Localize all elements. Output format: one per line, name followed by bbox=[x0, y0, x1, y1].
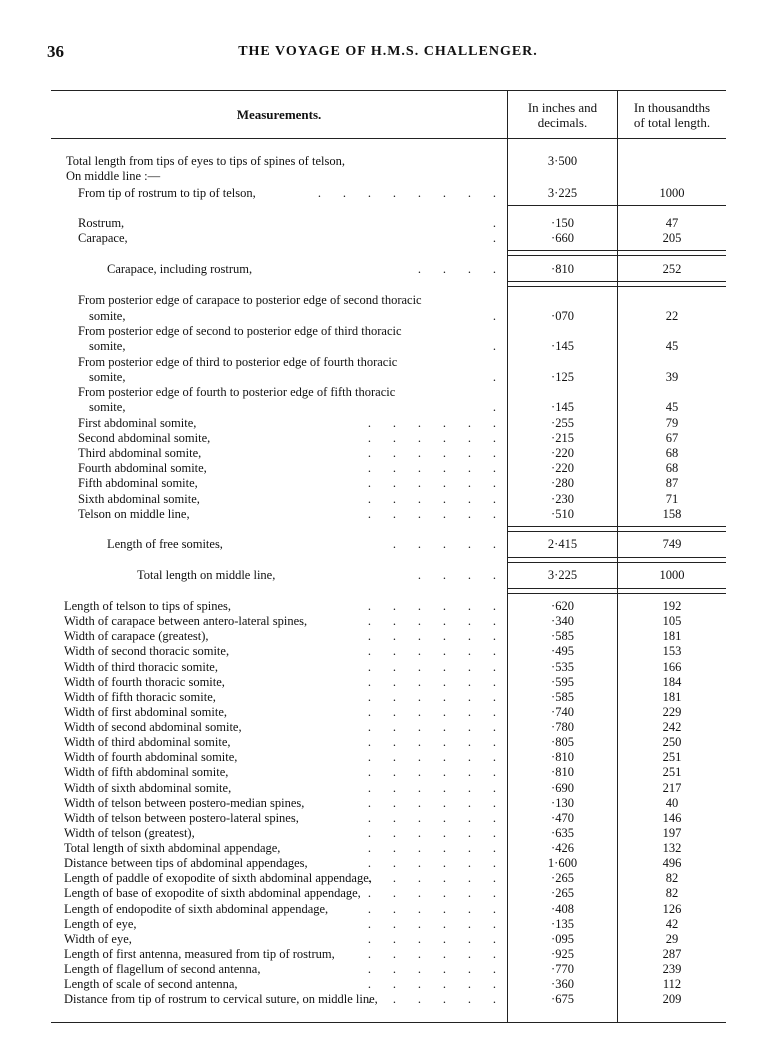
table-row bbox=[51, 932, 726, 947]
sum-rule bbox=[508, 588, 726, 589]
thousandths-column-header: In thousandths of total length. bbox=[633, 99, 711, 130]
measurement-label: From posterior edge of second to posterior edge of third thoracic bbox=[78, 324, 402, 338]
inches-value: ·070 bbox=[551, 309, 574, 323]
measurement-label: Second abdominal somite, bbox=[78, 431, 211, 445]
measurement-label: From tip of rostrum to tip of telson, bbox=[78, 186, 256, 200]
sum-rule bbox=[508, 255, 726, 256]
table-row bbox=[51, 962, 726, 977]
thousandths-value: 250 bbox=[662, 735, 682, 749]
measurement-label: Total length of sixth abdominal appendage, bbox=[64, 841, 281, 855]
measurement-label: Width of second abdominal somite, bbox=[64, 720, 242, 734]
thousandths-value: 1000 bbox=[659, 568, 685, 582]
thousandths-value: 217 bbox=[662, 781, 682, 795]
table-row bbox=[51, 886, 726, 901]
leader-dots: . . . . . . bbox=[367, 765, 496, 779]
table-row bbox=[51, 675, 726, 690]
measurement-label: Length of flagellum of second antenna, bbox=[64, 962, 261, 976]
table-row bbox=[51, 660, 726, 675]
leader-dots: . bbox=[492, 309, 496, 323]
measurement-label: Width of third abdominal somite, bbox=[64, 735, 231, 749]
leader-dots: . . . . . . bbox=[367, 690, 496, 704]
measurement-label: Width of fifth thoracic somite, bbox=[64, 690, 216, 704]
leader-dots: . . . . . . . . bbox=[317, 186, 496, 200]
leader-dots: . . . . . . bbox=[367, 811, 496, 825]
table-row bbox=[51, 568, 726, 583]
leader-dots: . . . . . . bbox=[367, 705, 496, 719]
leader-dots: . . . . . . bbox=[367, 446, 496, 460]
table-row bbox=[51, 796, 726, 811]
table-row bbox=[51, 186, 726, 201]
inches-value: ·675 bbox=[551, 992, 574, 1006]
sum-rule bbox=[508, 250, 726, 251]
measurements-table bbox=[51, 90, 726, 1023]
measurement-label: Width of fourth abdominal somite, bbox=[64, 750, 238, 764]
inches-value: ·810 bbox=[551, 750, 574, 764]
thousandths-value: 68 bbox=[665, 461, 679, 475]
inches-value: ·340 bbox=[551, 614, 574, 628]
inches-value: ·150 bbox=[551, 216, 574, 230]
measurement-label: Length of first antenna, measured from tip of rostrum, bbox=[64, 947, 335, 961]
measurement-label: From posterior edge of third to posterior edge of fourth thoracic bbox=[78, 355, 398, 369]
thousandths-value: 158 bbox=[662, 507, 682, 521]
inches-value: 1·600 bbox=[547, 856, 578, 870]
inches-value: ·265 bbox=[551, 871, 574, 885]
table-row bbox=[51, 811, 726, 826]
table-row bbox=[51, 765, 726, 780]
inches-value: ·265 bbox=[551, 886, 574, 900]
thousandths-value: 22 bbox=[665, 309, 679, 323]
leader-dots: . . . . . . bbox=[367, 416, 496, 430]
leader-dots: . . . . bbox=[417, 568, 496, 582]
table-row bbox=[51, 614, 726, 629]
table-row bbox=[51, 781, 726, 796]
measurement-label: Length of scale of second antenna, bbox=[64, 977, 238, 991]
table-row bbox=[51, 400, 726, 415]
leader-dots: . bbox=[492, 231, 496, 245]
leader-dots: . . . . . . bbox=[367, 720, 496, 734]
leader-dots: . . . . . . bbox=[367, 476, 496, 490]
inches-value: ·770 bbox=[551, 962, 574, 976]
leader-dots: . . . . . . bbox=[367, 947, 496, 961]
thousandths-value: 251 bbox=[662, 750, 682, 764]
leader-dots: . . . . . . bbox=[367, 962, 496, 976]
table-row bbox=[51, 826, 726, 841]
table-row bbox=[51, 902, 726, 917]
thousandths-value: 181 bbox=[662, 629, 682, 643]
leader-dots: . bbox=[492, 370, 496, 384]
table-row bbox=[51, 446, 726, 461]
measurement-label: Width of second thoracic somite, bbox=[64, 644, 230, 658]
inches-value: ·585 bbox=[551, 629, 574, 643]
thousandths-value: 146 bbox=[662, 811, 682, 825]
leader-dots: . . . . . . bbox=[367, 856, 496, 870]
measurement-label: Width of carapace (greatest), bbox=[64, 629, 209, 643]
inches-value: ·635 bbox=[551, 826, 574, 840]
table-row bbox=[51, 231, 726, 246]
inches-value: ·130 bbox=[551, 796, 574, 810]
measurement-label: Telson on middle line, bbox=[78, 507, 190, 521]
sum-rule bbox=[508, 281, 726, 282]
inches-value: ·408 bbox=[551, 902, 574, 916]
table-row bbox=[51, 431, 726, 446]
thousandths-value: 205 bbox=[662, 231, 682, 245]
leader-dots: . . . . . . bbox=[367, 461, 496, 475]
leader-dots: . . . . . . bbox=[367, 871, 496, 885]
table-row bbox=[51, 324, 726, 339]
sum-rule bbox=[508, 526, 726, 527]
thousandths-value: 126 bbox=[662, 902, 682, 916]
sum-rule bbox=[508, 562, 726, 563]
leader-dots: . . . . . . bbox=[367, 932, 496, 946]
thousandths-value: 68 bbox=[665, 446, 679, 460]
inches-value: 3·500 bbox=[547, 154, 578, 168]
leader-dots: . . . . . . bbox=[367, 507, 496, 521]
leader-dots: . . . . . . bbox=[367, 917, 496, 931]
measurement-label: Carapace, bbox=[78, 231, 128, 245]
inches-value: ·810 bbox=[551, 765, 574, 779]
thousandths-value: 181 bbox=[662, 690, 682, 704]
thousandths-value: 184 bbox=[662, 675, 682, 689]
leader-dots: . . . . . . bbox=[367, 841, 496, 855]
inches-value: ·495 bbox=[551, 644, 574, 658]
measurement-label: Rostrum, bbox=[78, 216, 125, 230]
leader-dots: . . . . . . bbox=[367, 826, 496, 840]
measurement-label: Length of eye, bbox=[64, 917, 137, 931]
thousandths-value: 39 bbox=[665, 370, 679, 384]
measurement-label: Fifth abdominal somite, bbox=[78, 476, 198, 490]
leader-dots: . . . . . . bbox=[367, 781, 496, 795]
inches-value: ·660 bbox=[551, 231, 574, 245]
thousandths-value: 82 bbox=[665, 886, 679, 900]
thousandths-value: 45 bbox=[665, 339, 679, 353]
leader-dots: . bbox=[492, 339, 496, 353]
thousandths-value: 749 bbox=[662, 537, 682, 551]
table-row bbox=[51, 309, 726, 324]
table-row bbox=[51, 293, 726, 308]
inches-value: ·470 bbox=[551, 811, 574, 825]
measurement-label: Carapace, including rostrum, bbox=[107, 262, 253, 276]
measurement-label: Length of endopodite of sixth abdominal appendage, bbox=[64, 902, 329, 916]
inches-value: ·740 bbox=[551, 705, 574, 719]
table-row bbox=[51, 154, 726, 169]
thousandths-value: 153 bbox=[662, 644, 682, 658]
measurement-label: somite, bbox=[89, 339, 126, 353]
measurement-label: Length of base of exopodite of sixth abdominal appendage, bbox=[64, 886, 361, 900]
table-row bbox=[51, 169, 726, 184]
measurement-label: Total length from tips of eyes to tips of spines of telson, bbox=[66, 154, 345, 168]
inches-value: ·805 bbox=[551, 735, 574, 749]
inches-value: ·280 bbox=[551, 476, 574, 490]
measurement-label: somite, bbox=[89, 309, 126, 323]
thousandths-value: 45 bbox=[665, 400, 679, 414]
thousandths-value: 197 bbox=[662, 826, 682, 840]
thousandths-value: 82 bbox=[665, 871, 679, 885]
table-row bbox=[51, 629, 726, 644]
table-row bbox=[51, 750, 726, 765]
inches-value: ·360 bbox=[551, 977, 574, 991]
leader-dots: . . . . . . bbox=[367, 492, 496, 506]
leader-dots: . . . . bbox=[417, 262, 496, 276]
thousandths-value: 242 bbox=[662, 720, 682, 734]
measurement-label: Width of fourth thoracic somite, bbox=[64, 675, 225, 689]
measurement-label: From posterior edge of carapace to posterior edge of second thoracic bbox=[78, 293, 422, 307]
inches-value: ·426 bbox=[551, 841, 574, 855]
inches-value: ·620 bbox=[551, 599, 574, 613]
table-row bbox=[51, 720, 726, 735]
table-row bbox=[51, 216, 726, 231]
measurement-label: Total length on middle line, bbox=[137, 568, 276, 582]
table-row bbox=[51, 476, 726, 491]
leader-dots: . . . . . . bbox=[367, 675, 496, 689]
thousandths-value: 71 bbox=[665, 492, 679, 506]
table-row bbox=[51, 917, 726, 932]
table-row bbox=[51, 461, 726, 476]
inches-value: ·215 bbox=[551, 431, 574, 445]
measurement-label: First abdominal somite, bbox=[78, 416, 197, 430]
table-row bbox=[51, 856, 726, 871]
inches-value: ·220 bbox=[551, 461, 574, 475]
measurement-label: Width of fifth abdominal somite, bbox=[64, 765, 229, 779]
leader-dots: . . . . . . bbox=[367, 735, 496, 749]
sum-rule bbox=[508, 205, 726, 206]
measurement-label: Width of telson between postero-median spines, bbox=[64, 796, 305, 810]
inches-value: ·135 bbox=[551, 917, 574, 931]
sum-rule bbox=[508, 531, 726, 532]
measurement-label: Width of telson (greatest), bbox=[64, 826, 195, 840]
page-number: 36 bbox=[47, 42, 64, 61]
thousandths-value: 132 bbox=[662, 841, 682, 855]
inches-value: 2·415 bbox=[547, 537, 578, 551]
thousandths-value: 209 bbox=[662, 992, 682, 1006]
measurement-label: Third abdominal somite, bbox=[78, 446, 202, 460]
thousandths-value: 496 bbox=[662, 856, 682, 870]
leader-dots: . . . . . . bbox=[367, 796, 496, 810]
leader-dots: . . . . . bbox=[392, 537, 496, 551]
leader-dots: . . . . . . bbox=[367, 992, 496, 1006]
thousandths-value: 105 bbox=[662, 614, 682, 628]
measurement-label: Width of first abdominal somite, bbox=[64, 705, 228, 719]
inches-column-header: In inches and decimals. bbox=[527, 99, 598, 130]
inches-value: ·145 bbox=[551, 400, 574, 414]
table-row bbox=[51, 339, 726, 354]
thousandths-value: 1000 bbox=[659, 186, 685, 200]
table-row bbox=[51, 262, 726, 277]
leader-dots: . . . . . . bbox=[367, 431, 496, 445]
measurement-label: Length of telson to tips of spines, bbox=[64, 599, 231, 613]
table-row bbox=[51, 370, 726, 385]
table-row bbox=[51, 507, 726, 522]
measurement-label: Width of carapace between antero-lateral spines, bbox=[64, 614, 308, 628]
inches-value: 3·225 bbox=[547, 568, 578, 582]
sum-rule bbox=[508, 557, 726, 558]
table-row bbox=[51, 871, 726, 886]
table-row bbox=[51, 599, 726, 614]
thousandths-value: 29 bbox=[665, 932, 679, 946]
inches-value: ·510 bbox=[551, 507, 574, 521]
measurement-label: Length of free somites, bbox=[107, 537, 223, 551]
leader-dots: . . . . . . bbox=[367, 660, 496, 674]
thousandths-value: 251 bbox=[662, 765, 682, 779]
page-header bbox=[0, 42, 776, 62]
thousandths-value: 287 bbox=[662, 947, 682, 961]
measurement-label: Fourth abdominal somite, bbox=[78, 461, 207, 475]
leader-dots: . . . . . . bbox=[367, 614, 496, 628]
table-row bbox=[51, 537, 726, 552]
leader-dots: . bbox=[492, 216, 496, 230]
table-row bbox=[51, 735, 726, 750]
table-row bbox=[51, 705, 726, 720]
inches-value: ·925 bbox=[551, 947, 574, 961]
thousandths-value: 239 bbox=[662, 962, 682, 976]
measurement-label: On middle line :— bbox=[66, 169, 161, 183]
thousandths-value: 112 bbox=[662, 977, 682, 991]
thousandths-value: 40 bbox=[665, 796, 679, 810]
table-row bbox=[51, 355, 726, 370]
measurements-column-header: Measurements. bbox=[236, 107, 322, 122]
inches-value: ·125 bbox=[551, 370, 574, 384]
inches-value: ·595 bbox=[551, 675, 574, 689]
leader-dots: . . . . . . bbox=[367, 629, 496, 643]
table-row bbox=[51, 690, 726, 705]
inches-value: ·690 bbox=[551, 781, 574, 795]
inches-value: ·095 bbox=[551, 932, 574, 946]
thousandths-value: 229 bbox=[662, 705, 682, 719]
measurement-label: From posterior edge of fourth to posterior edge of fifth thoracic bbox=[78, 385, 396, 399]
inches-value: ·535 bbox=[551, 660, 574, 674]
thousandths-value: 42 bbox=[665, 917, 679, 931]
leader-dots: . . . . . . bbox=[367, 886, 496, 900]
leader-dots: . . . . . . bbox=[367, 599, 496, 613]
measurement-label: Distance between tips of abdominal appendages, bbox=[64, 856, 308, 870]
table-row bbox=[51, 947, 726, 962]
running-title: THE VOYAGE OF H.M.S. CHALLENGER. bbox=[238, 44, 538, 59]
inches-value: ·780 bbox=[551, 720, 574, 734]
measurement-label: somite, bbox=[89, 400, 126, 414]
thousandths-value: 79 bbox=[665, 416, 679, 430]
thousandths-value: 47 bbox=[665, 216, 679, 230]
table-row bbox=[51, 644, 726, 659]
table-row bbox=[51, 841, 726, 856]
table-row bbox=[51, 977, 726, 992]
sum-rule bbox=[508, 286, 726, 287]
inches-value: ·255 bbox=[551, 416, 574, 430]
inches-value: ·585 bbox=[551, 690, 574, 704]
thousandths-value: 192 bbox=[662, 599, 682, 613]
table-row bbox=[51, 385, 726, 400]
thousandths-value: 252 bbox=[662, 262, 682, 276]
table-row bbox=[51, 492, 726, 507]
measurement-label: Width of telson between postero-lateral spines, bbox=[64, 811, 299, 825]
inches-value: 3·225 bbox=[547, 186, 578, 200]
inches-value: ·220 bbox=[551, 446, 574, 460]
leader-dots: . . . . . . bbox=[367, 750, 496, 764]
measurement-label: Width of third thoracic somite, bbox=[64, 660, 218, 674]
inches-value: ·810 bbox=[551, 262, 574, 276]
leader-dots: . . . . . . bbox=[367, 644, 496, 658]
measurement-label: Distance from tip of rostrum to cervical suture, on middle line, bbox=[64, 992, 378, 1006]
measurement-label: Width of eye, bbox=[64, 932, 132, 946]
thousandths-value: 166 bbox=[662, 660, 682, 674]
leader-dots: . bbox=[492, 400, 496, 414]
leader-dots: . . . . . . bbox=[367, 977, 496, 991]
inches-value: ·145 bbox=[551, 339, 574, 353]
measurement-label: Sixth abdominal somite, bbox=[78, 492, 200, 506]
thousandths-value: 67 bbox=[665, 431, 679, 445]
table-row bbox=[51, 416, 726, 431]
inches-value: ·230 bbox=[551, 492, 574, 506]
thousandths-value: 87 bbox=[665, 476, 679, 490]
leader-dots: . . . . . . bbox=[367, 902, 496, 916]
measurement-label: Width of sixth abdominal somite, bbox=[64, 781, 232, 795]
measurement-label: Length of paddle of exopodite of sixth abdominal appendage, bbox=[64, 871, 372, 885]
table-row bbox=[51, 992, 726, 1007]
sum-rule bbox=[508, 593, 726, 594]
measurement-label: somite, bbox=[89, 370, 126, 384]
header-rule bbox=[51, 138, 726, 139]
